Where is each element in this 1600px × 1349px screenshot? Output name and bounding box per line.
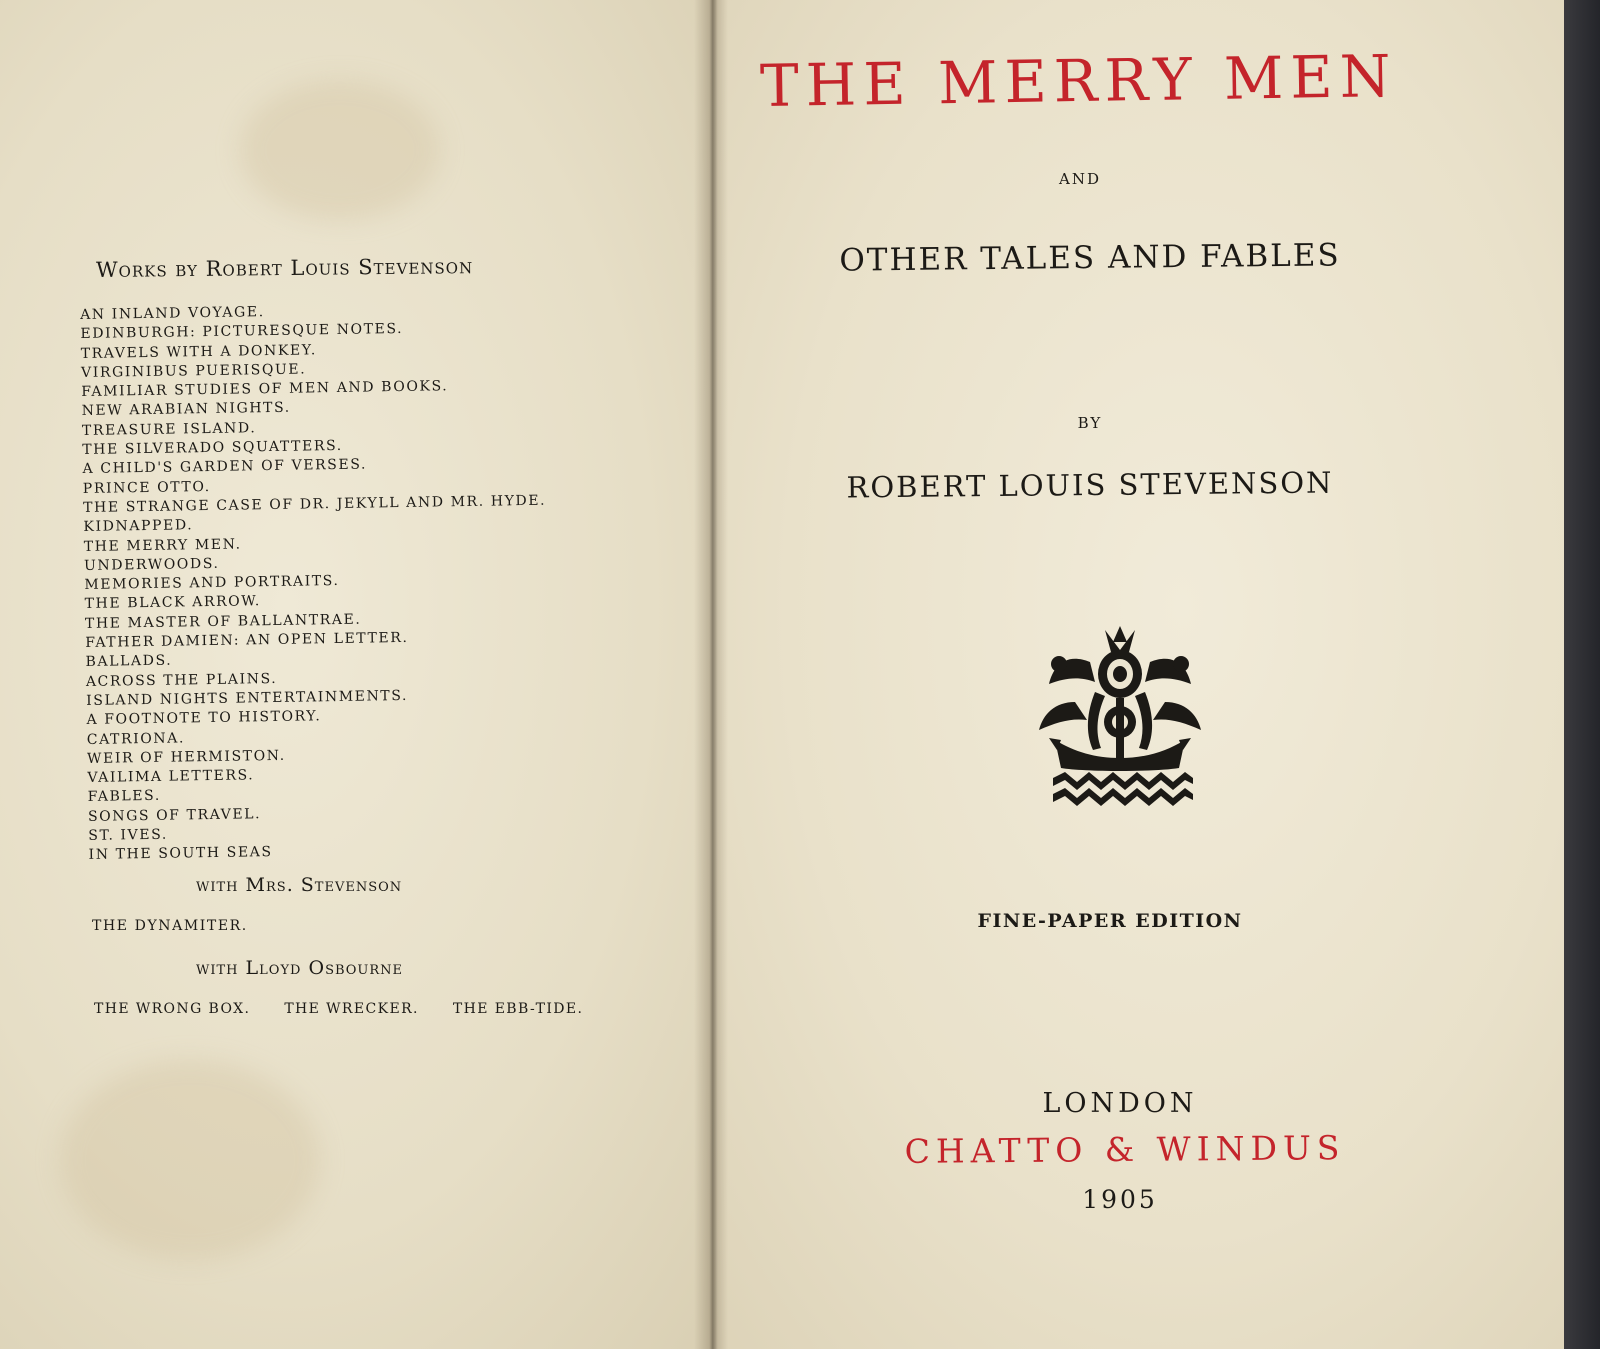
book-subtitle: OTHER TALES AND FABLES xyxy=(839,237,1341,279)
edition-label: FINE-PAPER EDITION xyxy=(977,910,1243,932)
list-item: THE STRANGE CASE OF DR. JEKYLL AND MR. HYDE. xyxy=(83,492,547,516)
list-item: TREASURE ISLAND. xyxy=(81,420,257,439)
list-item: THE MERRY MEN. xyxy=(83,536,242,555)
list-item: UNDERWOODS. xyxy=(83,555,220,574)
book-title: THE MERRY MEN xyxy=(759,41,1398,120)
with-lloyd-osbourne-heading: with Lloyd Osbourne xyxy=(196,957,404,979)
list-item: ST. IVES. xyxy=(88,826,169,844)
list-item: IN THE SOUTH SEAS xyxy=(88,844,273,864)
list-item: EDINBURGH: PICTURESQUE NOTES. xyxy=(80,321,404,343)
list-item: FABLES. xyxy=(87,788,161,806)
list-item: PRINCE OTTO. xyxy=(82,478,211,497)
works-heading: Works by Robert Louis Stevenson xyxy=(95,254,474,282)
list-item: CATRIONA. xyxy=(86,729,186,748)
list-item: FAMILIAR STUDIES OF MEN AND BOOKS. xyxy=(81,378,449,401)
list-item: BALLADS. xyxy=(85,652,173,671)
list-item: NEW ARABIAN NIGHTS. xyxy=(81,400,291,420)
author-name: ROBERT LOUIS STEVENSON xyxy=(846,465,1334,505)
publisher-name: CHATTO & WINDUS xyxy=(904,1128,1346,1171)
list-item: THE BLACK ARROW. xyxy=(84,593,261,613)
list-item: KIDNAPPED. xyxy=(83,517,194,536)
left-page xyxy=(0,0,716,1349)
publisher-city: LONDON xyxy=(1042,1088,1198,1119)
cover-edge xyxy=(1564,0,1600,1349)
collab-works-row xyxy=(94,1001,594,1017)
list-item: FATHER DAMIEN: AN OPEN LETTER. xyxy=(85,629,409,652)
by-label: BY xyxy=(1077,414,1103,432)
list-item: SONGS OF TRAVEL. xyxy=(87,805,262,825)
list-item: TRAVELS WITH A DONKEY. xyxy=(80,341,318,362)
list-item: A CHILD'S GARDEN OF VERSES. xyxy=(82,456,368,478)
title-conjunction: AND xyxy=(1059,170,1101,188)
list-item: ISLAND NIGHTS ENTERTAINMENTS. xyxy=(86,687,409,709)
publication-year: 1905 xyxy=(1082,1185,1158,1214)
collab-work: THE EBB-TIDE. xyxy=(452,1001,584,1017)
publisher-device-icon xyxy=(1035,622,1205,812)
works-list xyxy=(80,297,649,865)
paper-stain xyxy=(240,80,440,220)
book-gutter xyxy=(694,0,728,1349)
collab-work: THE WRECKER. xyxy=(284,1001,419,1017)
list-item: VAILIMA LETTERS. xyxy=(87,767,255,787)
paper-stain xyxy=(60,1060,320,1260)
list-item: VIRGINIBUS PUERISQUE. xyxy=(80,361,307,381)
with-mrs-stevenson-heading: with Mrs. Stevenson xyxy=(196,874,403,896)
list-item: WEIR OF HERMISTON. xyxy=(86,747,286,767)
list-item: MEMORIES AND PORTRAITS. xyxy=(84,573,340,594)
collab-work: THE WRONG BOX. xyxy=(94,1001,251,1017)
list-item: THE SILVERADO SQUATTERS. xyxy=(82,437,343,459)
list-item: THE MASTER OF BALLANTRAE. xyxy=(84,611,362,632)
list-item: AN INLAND VOYAGE. xyxy=(80,304,265,323)
list-item: A FOOTNOTE TO HISTORY. xyxy=(86,708,322,729)
collab-work: THE DYNAMITER. xyxy=(92,918,248,934)
list-item: ACROSS THE PLAINS. xyxy=(85,670,278,690)
